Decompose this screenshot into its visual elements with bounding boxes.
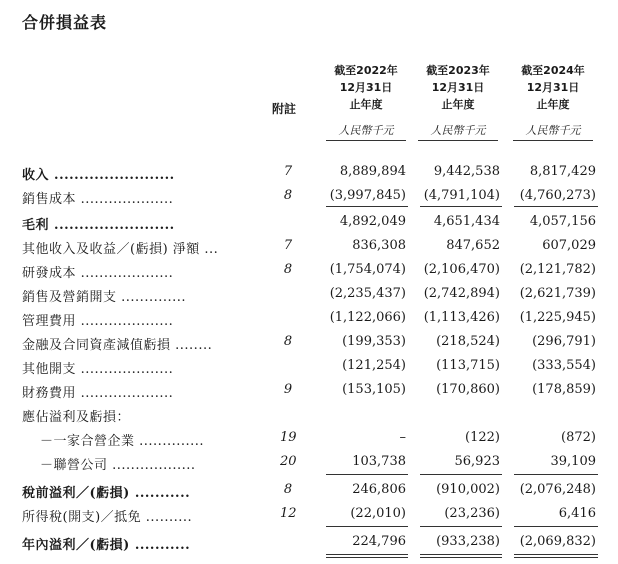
- subtotal-rule: [420, 206, 502, 207]
- value-2023: (23,236): [444, 506, 500, 521]
- value-2023: (2,742,894): [423, 286, 500, 301]
- value-2024: 8,817,429: [529, 164, 596, 179]
- leader-dots: ....................: [80, 314, 174, 329]
- leader-dots: ....................: [80, 362, 174, 377]
- table-row-admin-expenses: [0, 310, 618, 334]
- leader-dots: ........................: [54, 218, 175, 233]
- value-2023: 9,442,538: [433, 164, 500, 179]
- total-double-rule: [420, 557, 502, 558]
- row-label-text: 稅前溢利／(虧損): [22, 486, 130, 501]
- row-label-text: 應佔溢利及虧損：: [22, 410, 131, 425]
- row-label: [22, 214, 175, 233]
- column-header-line1: 截至2022年: [334, 64, 398, 77]
- value-2022: 8,889,894: [339, 164, 406, 179]
- row-label: [22, 238, 218, 257]
- column-header-2022: [318, 62, 414, 113]
- leader-dots: ........: [175, 338, 213, 353]
- row-label: [22, 506, 192, 525]
- value-2022: (22,010): [350, 506, 406, 521]
- row-label-text: 研發成本: [22, 266, 77, 281]
- value-2023: 4,651,434: [433, 214, 500, 229]
- row-label: [22, 286, 186, 305]
- subtotal-rule: [420, 474, 502, 475]
- value-2022: 246,806: [352, 482, 406, 497]
- value-2024: 4,057,156: [529, 214, 596, 229]
- value-2024: (333,554): [532, 358, 596, 373]
- row-label-text: 毛利: [22, 218, 50, 233]
- column-header-2023: [410, 62, 506, 113]
- row-label-text: 年內溢利／(虧損): [22, 538, 130, 553]
- value-2022: (121,254): [342, 358, 406, 373]
- row-note: 8: [283, 482, 293, 497]
- total-double-rule: [326, 557, 408, 558]
- row-label: [22, 164, 175, 183]
- value-2024: (2,621,739): [519, 286, 596, 301]
- row-label-text: 其他開支: [22, 362, 77, 377]
- column-header-line2: 12月31日: [431, 81, 485, 94]
- row-label-text: 財務費用: [22, 386, 77, 401]
- row-label: [40, 430, 204, 449]
- leader-dots: ..................: [112, 458, 196, 473]
- unit-label-2022: 人民幣千元: [338, 124, 394, 137]
- column-header-line3: 止年度: [536, 98, 570, 111]
- value-2024: (872): [561, 430, 596, 445]
- value-2024: (4,760,273): [519, 188, 596, 203]
- row-label-text: 所得稅(開支)／抵免: [22, 510, 142, 525]
- subtotal-rule: [326, 526, 408, 527]
- value-2022: (2,235,437): [329, 286, 406, 301]
- row-label: [22, 310, 173, 329]
- row-label: [22, 262, 173, 281]
- column-header-line3: 止年度: [441, 98, 475, 111]
- table-row-share-of-results: [0, 406, 618, 430]
- row-label-text: 其他收入及收益／(虧損) 淨額: [22, 242, 200, 257]
- row-label-text: 金融及合同資產減值虧損: [22, 338, 171, 353]
- value-2022: –: [399, 430, 406, 445]
- column-header-line3: 止年度: [349, 98, 383, 111]
- row-label-text: 銷售及營銷開支: [22, 290, 117, 305]
- row-label-text: －聯營公司: [40, 458, 108, 473]
- column-header-line2: 12月31日: [526, 81, 580, 94]
- leader-dots: ....................: [80, 192, 174, 207]
- total-double-rule: [326, 554, 408, 555]
- value-2023: 847,652: [446, 238, 500, 253]
- value-2023: (122): [465, 430, 500, 445]
- row-label: [22, 482, 190, 501]
- column-header-line1: 截至2024年: [521, 64, 585, 77]
- row-label: [22, 534, 190, 553]
- value-2022: (153,105): [342, 382, 406, 397]
- subtotal-rule: [514, 526, 598, 527]
- table-row-joint-venture: [0, 430, 618, 454]
- value-2022: 103,738: [352, 454, 406, 469]
- value-2023: (4,791,104): [423, 188, 500, 203]
- value-2022: (1,754,074): [329, 262, 406, 277]
- table-row-profit-before-tax: [0, 482, 618, 506]
- leader-dots: ...........: [134, 486, 191, 501]
- value-2022: (3,997,845): [329, 188, 406, 203]
- value-2024: (1,225,945): [519, 310, 596, 325]
- value-2023: (910,002): [436, 482, 500, 497]
- row-label: [22, 358, 173, 377]
- leader-dots: ....................: [80, 386, 174, 401]
- leader-dots: ..............: [121, 290, 187, 305]
- header-underline: [513, 140, 593, 141]
- total-double-rule: [514, 557, 598, 558]
- row-label: [22, 334, 212, 353]
- row-label: [40, 454, 196, 473]
- value-2022: (1,122,066): [329, 310, 406, 325]
- row-note: 20: [280, 454, 297, 469]
- header-underline: [326, 140, 406, 141]
- row-label-text: 銷售成本: [22, 192, 77, 207]
- table-row-other-expenses: [0, 358, 618, 382]
- value-2022: 836,308: [352, 238, 406, 253]
- row-label: [22, 188, 173, 207]
- row-note: 7: [283, 164, 293, 179]
- row-label-text: 收入: [22, 168, 50, 183]
- leader-dots: ...........: [134, 538, 191, 553]
- value-2023: (1,113,426): [423, 310, 500, 325]
- subtotal-rule: [420, 526, 502, 527]
- row-note: 9: [283, 382, 293, 397]
- table-row-rd-costs: [0, 262, 618, 286]
- table-row-impairment: [0, 334, 618, 358]
- leader-dots: ..........: [145, 510, 193, 525]
- value-2023: (113,715): [436, 358, 500, 373]
- table-row-cost-of-sales: [0, 188, 618, 212]
- row-note: 19: [280, 430, 297, 445]
- value-2024: (2,121,782): [519, 262, 596, 277]
- value-2024: 607,029: [542, 238, 596, 253]
- table-row-selling-expenses: [0, 286, 618, 310]
- subtotal-rule: [326, 474, 408, 475]
- table-row-gross-profit: [0, 214, 618, 238]
- value-2022: 4,892,049: [339, 214, 406, 229]
- unit-label-2023: 人民幣千元: [430, 124, 486, 137]
- value-2024: (178,859): [532, 382, 596, 397]
- column-header-line2: 12月31日: [339, 81, 393, 94]
- total-double-rule: [514, 554, 598, 555]
- value-2024: (296,791): [532, 334, 596, 349]
- note-column-header: 附註: [272, 102, 297, 116]
- leader-dots: ....................: [80, 266, 174, 281]
- table-row-revenue: [0, 164, 618, 188]
- value-2023: (933,238): [436, 534, 500, 549]
- leader-dots: ........................: [54, 168, 175, 183]
- total-double-rule: [420, 554, 502, 555]
- column-header-2024: [505, 62, 601, 113]
- row-note: 8: [283, 188, 293, 203]
- subtotal-rule: [514, 206, 598, 207]
- value-2023: (2,106,470): [423, 262, 500, 277]
- value-2023: (218,524): [436, 334, 500, 349]
- value-2024: 6,416: [558, 506, 596, 521]
- value-2024: (2,076,248): [519, 482, 596, 497]
- value-2022: 224,796: [352, 534, 406, 549]
- table-row-finance-costs: [0, 382, 618, 406]
- row-note: 12: [280, 506, 297, 521]
- row-label-text: －一家合營企業: [40, 434, 135, 449]
- column-header-line1: 截至2023年: [426, 64, 490, 77]
- row-note: 8: [283, 262, 293, 277]
- value-2024: 39,109: [550, 454, 596, 469]
- row-label: [22, 382, 173, 401]
- table-row-other-income: [0, 238, 618, 262]
- value-2023: 56,923: [454, 454, 500, 469]
- row-label-text: 管理費用: [22, 314, 77, 329]
- row-note: 7: [283, 238, 293, 253]
- value-2023: (170,860): [436, 382, 500, 397]
- leader-dots: ..............: [139, 434, 205, 449]
- row-label: [22, 406, 130, 425]
- leader-dots: ...: [204, 242, 219, 257]
- subtotal-rule: [514, 474, 598, 475]
- header-underline: [418, 140, 498, 141]
- unit-label-2024: 人民幣千元: [525, 124, 581, 137]
- row-note: 8: [283, 334, 293, 349]
- value-2024: (2,069,832): [519, 534, 596, 549]
- subtotal-rule: [326, 206, 408, 207]
- page-title: 合併損益表: [22, 13, 108, 32]
- value-2022: (199,353): [342, 334, 406, 349]
